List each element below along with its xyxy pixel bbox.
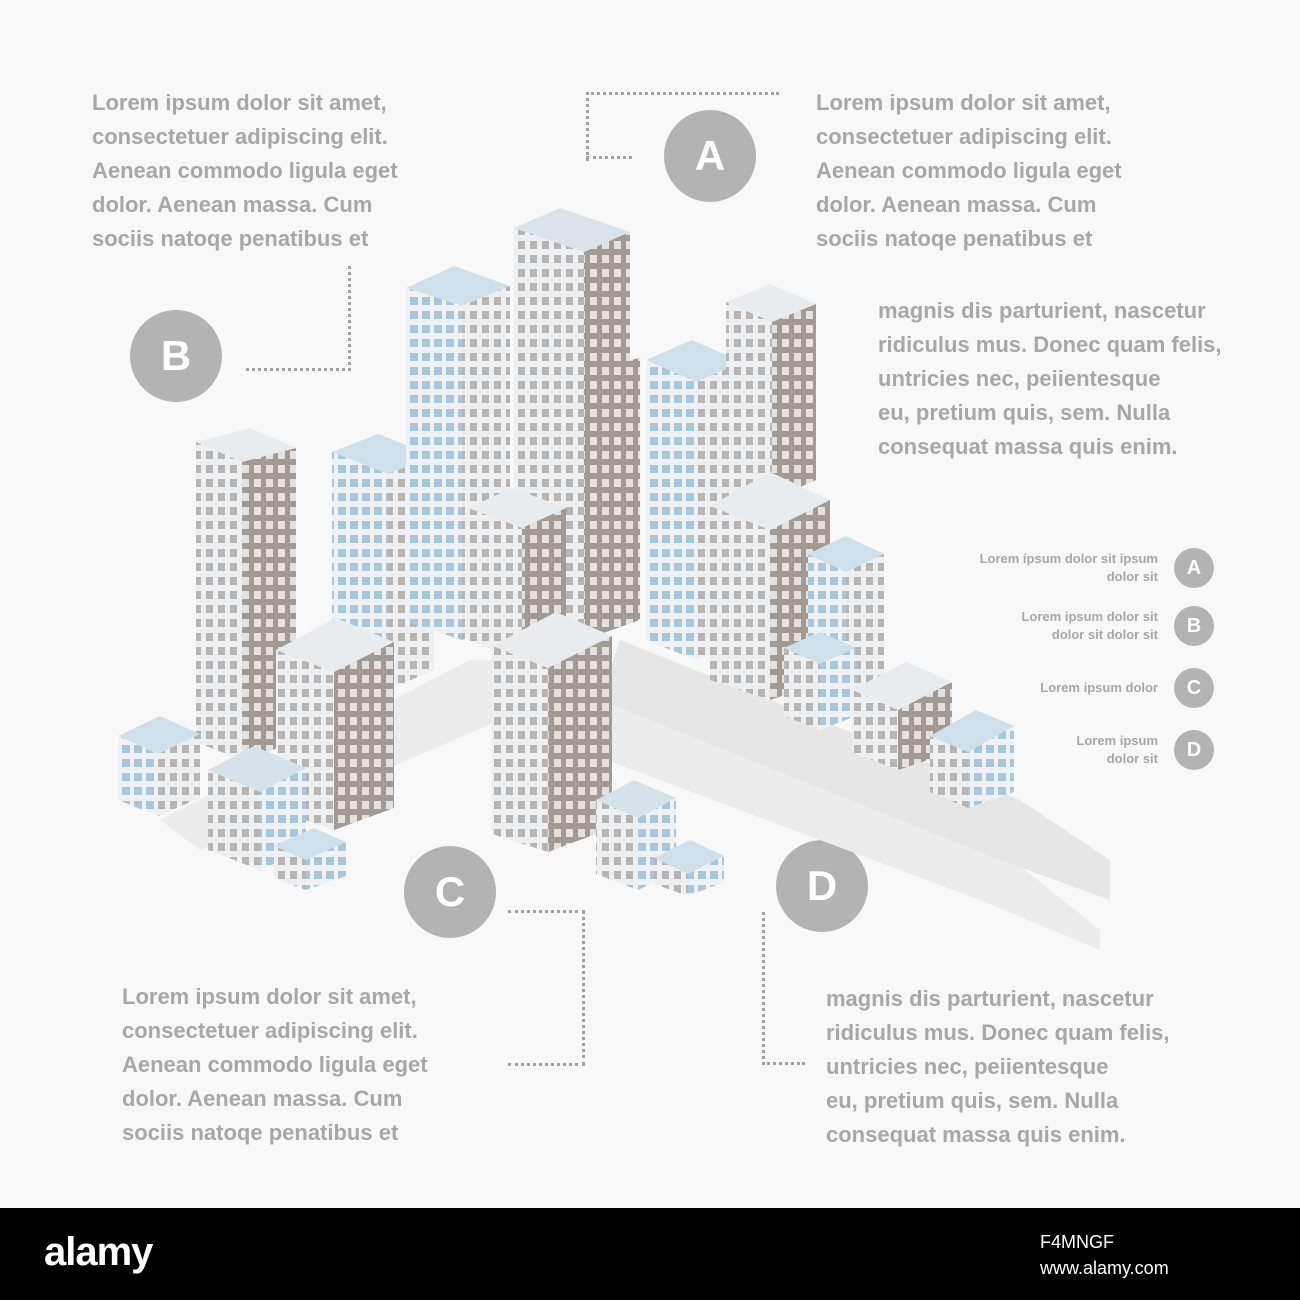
callout-text-top-left: Lorem ipsum dolor sit amet, consectetuer adipiscing elit. Aenean commodo ligula eget dolor. Aenean massa. Cum sociis natoqe penatibus et xyxy=(92,90,398,251)
legend-badge-a: A xyxy=(1174,548,1214,588)
callout-text-bottom-right: magnis dis parturient, nascetur ridiculus mus. Donec quam felis, untricies nec, peiientesque eu, pretium quis, sem. Nulla consequat massa quis enim. xyxy=(826,986,1170,1147)
callout-text-top-right: Lorem ipsum dolor sit amet, consectetuer adipiscing elit. Aenean commodo ligula eget dolor. Aenean massa. Cum sociis natoqe penatibus et xyxy=(816,90,1122,251)
building-small-6 xyxy=(784,632,856,730)
legend-text-a: Lorem ipsum dolor sit ipsum dolor sit xyxy=(979,551,1158,584)
badge-b: B xyxy=(130,310,222,402)
legend-badge-c: C xyxy=(1174,668,1214,708)
badge-a: A xyxy=(664,110,756,202)
legend-text-b: Lorem ipsum dolor sit dolor sit dolor sit xyxy=(1021,609,1158,642)
badge-c: C xyxy=(404,846,496,938)
legend-text-c: Lorem ipsum dolor xyxy=(1040,680,1158,695)
building-small-1 xyxy=(118,716,200,816)
callout-text-bottom-left: Lorem ipsum dolor sit amet, consectetuer adipiscing elit. Aenean commodo ligula eget dolor. Aenean massa. Cum sociis natoqe penatibus et xyxy=(122,984,428,1145)
legend-badge-b: B xyxy=(1174,606,1214,646)
alamy-logo: alamy xyxy=(44,1230,153,1274)
building-tower-right xyxy=(726,284,816,500)
image-id: F4MNGF xyxy=(1040,1232,1114,1252)
badge-d: D xyxy=(776,840,868,932)
callout-text-right-mid: magnis dis parturient, nascetur ridiculus mus. Donec quam felis, untricies nec, peiientesque eu, pretium quis, sem. Nulla consequat massa quis enim. xyxy=(878,298,1222,459)
footer-bar xyxy=(0,1208,1300,1300)
legend-text-d: Lorem ipsum dolor sit xyxy=(1076,733,1158,766)
building-front-center xyxy=(492,612,612,852)
legend-badge-d: D xyxy=(1174,730,1214,770)
footer-url: www.alamy.com xyxy=(1040,1258,1169,1278)
